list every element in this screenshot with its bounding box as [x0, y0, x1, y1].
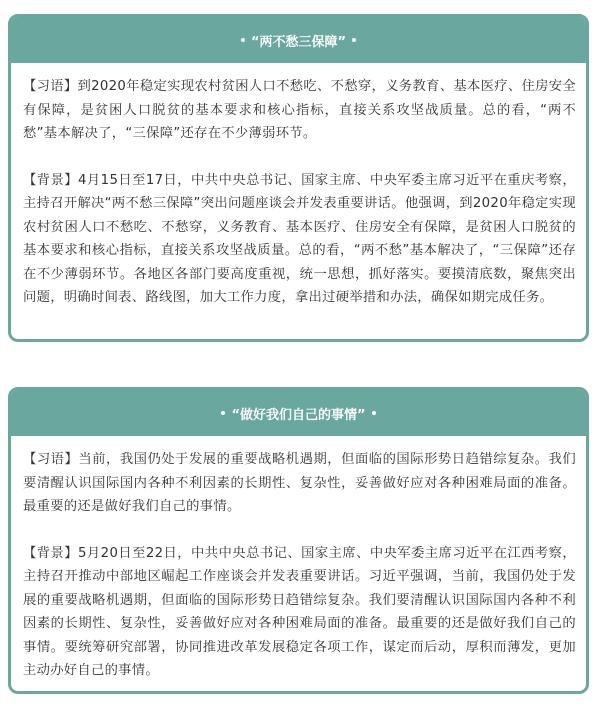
- section-body: [11, 63, 586, 318]
- background-paragraph: 【背景】4月15日至17日，中共中央总书记、国家主席、中央军委主席习近平在重庆考察，主持召开解决“两不愁三保障”突出问题座谈会并发表重要讲话。他强调，到2020年稳定实现农村贫困人口不愁吃、不愁穿，义务教育、基本医疗、住房安全有保障，是贫困人口脱贫的基本要求和核心指标，直接关系攻坚战质量。总的看，“两不愁”基本解决了，“三保障”还存在不少薄弱环节。各地区各部门要高度重视，统一思想，抓好落实。要摸清底数，聚焦突出问题，明确时间表、路线图，加大工作力度，拿出过硬举措和办法，确保如期完成任务。: [23, 172, 576, 305]
- xiyu-paragraph: 【习语】当前，我国仍处于发展的重要战略机遇期，但面临的国际形势日趋错综复杂。我们要清醒认识国际国内各种不利因素的长期性、复杂性，妥善做好应对各种困难局面的准备。最重要的还是做好我们自己的事情。: [23, 452, 576, 514]
- section-header: [11, 390, 586, 436]
- bullet-dot-icon: [372, 411, 376, 415]
- section-card-zuohao: [8, 387, 589, 694]
- section-title: “两不愁三保障”: [250, 34, 347, 50]
- bullet-dot-icon: [352, 38, 356, 42]
- section-header: [11, 17, 586, 63]
- background-paragraph: 【背景】5月20日至22日，中共中央总书记、国家主席、中央军委主席习近平在江西考察，主持召开推动中部地区崛起工作座谈会并发表重要讲话。习近平强调，当前，我国仍处于发展的重要战略机遇期，但面临的国际形势日趋错综复杂。我们要清醒认识国际国内各种不利因素的长期性、复杂性，妥善做好应对各种困难局面的准备。最重要的还是做好我们自己的事情。要统筹研究部署，协同推进改革发展稳定各项工作，谋定而后动，厚积而薄发，更加主动办好自己的事情。: [23, 545, 576, 678]
- section-card-liangbuchou: [8, 14, 589, 342]
- xiyu-paragraph: 【习语】到2020年稳定实现农村贫困人口不愁吃、不愁穿，义务教育、基本医疗、住房安全有保障，是贫困人口脱贫的基本要求和核心指标，直接关系攻坚战质量。总的看，“两不愁”基本解决了，“三保障”还存在不少薄弱环节。: [23, 79, 576, 141]
- bullet-dot-icon: [241, 38, 245, 42]
- bullet-dot-icon: [221, 411, 225, 415]
- section-title: “做好我们自己的事情”: [231, 407, 366, 423]
- section-body: [11, 436, 586, 691]
